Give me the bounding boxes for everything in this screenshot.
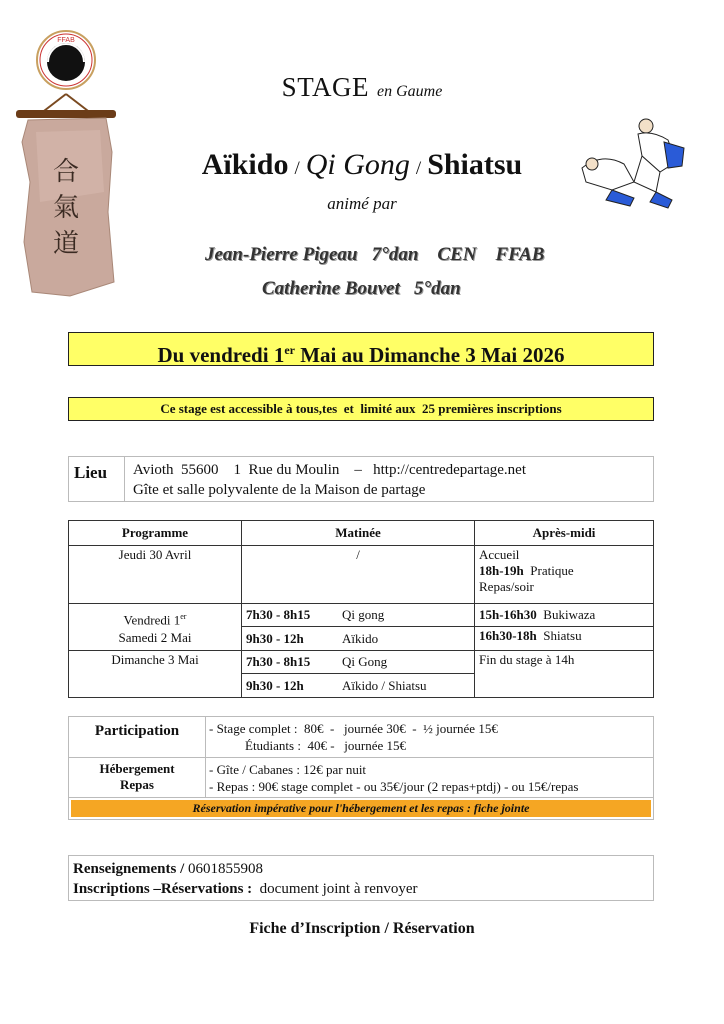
day-cell (69, 604, 242, 651)
stage-region: en Gaume (377, 83, 443, 100)
svg-text:氣: 氣 (52, 193, 80, 222)
day-cell: Jeudi 30 Avril (69, 546, 242, 604)
discipline-shiatsu: Shiatsu (427, 148, 523, 181)
session-line: 9h30 - 12h Aïkido / Shiatsu (246, 678, 427, 693)
afternoon-cell (475, 546, 654, 604)
date-suffix: Mai au Dimanche 3 Mai 2026 (294, 343, 565, 367)
location-venue: Gîte et salle polyvalente de la Maison de partage (133, 482, 426, 498)
afternoon-line: Repas/soir (479, 579, 534, 594)
afternoon-cell: Fin du stage à 14h (475, 651, 654, 698)
participation-label: Participation (94, 723, 180, 739)
meals-line: - Repas : 90€ stage complet - ou 35€/jour (2 repas+ptdj) - ou 15€/repas (209, 779, 579, 794)
header-matinee: Matinée (242, 521, 475, 546)
morning-cell: / (242, 546, 475, 604)
anime-par-text: animé par (327, 194, 397, 213)
access-banner: Ce stage est accessible à tous,tes et limité aux 25 premières inscriptions (68, 397, 654, 421)
time-label: 18h-19h (479, 563, 524, 578)
accommodation-label: Hébergement Repas (99, 761, 175, 792)
date-sup: er (284, 343, 295, 357)
contact-box (68, 855, 654, 901)
header-apres-midi: Après-midi (475, 521, 654, 546)
stage-title (0, 72, 724, 103)
reservation-banner: Réservation impérative pour l'hébergement et les repas : fiche jointe (71, 800, 651, 817)
afternoon-cell (475, 604, 654, 651)
date-prefix: Du vendredi 1 (157, 343, 285, 367)
separator: / (415, 158, 422, 179)
discipline-aikido: Aïkido (201, 148, 289, 181)
price-line: Étudiants : 40€ - journée 15€ (245, 738, 407, 753)
location-label: Lieu (69, 457, 125, 501)
table-row (69, 651, 654, 698)
day-label: Vendredi 1er (123, 612, 187, 628)
table-header-row (69, 521, 654, 546)
session-line: 15h-16h30 Bukiwaza (475, 604, 653, 627)
activity-label: Pratique (523, 563, 574, 578)
teacher-1: Jean-Pierre Pigeau 7°dan CEN FFAB (205, 244, 545, 265)
date-banner (68, 332, 654, 366)
table-row (69, 604, 654, 651)
svg-text:合: 合 (52, 157, 80, 186)
afternoon-line: Accueil (479, 547, 520, 562)
morning-cell (242, 651, 475, 698)
location-address: Avioth 55600 1 Rue du Moulin – http://centredepartage.net (133, 462, 526, 478)
day-cell: Dimanche 3 Mai (69, 651, 242, 698)
fiche-title: Fiche d’Inscription / Réservation (249, 920, 475, 937)
participation-box (68, 716, 654, 820)
separator: / (294, 158, 300, 179)
session-line: 7h30 - 8h15 Qi gong (242, 604, 474, 627)
svg-text:道: 道 (52, 229, 80, 258)
accommodation-line: - Gîte / Cabanes : 12€ par nuit (209, 762, 367, 777)
afternoon-line (479, 563, 649, 579)
discipline-qigong: Qi Gong (305, 148, 410, 181)
contact-line: Renseignements / 0601855908 (73, 861, 263, 877)
table-row (69, 546, 654, 604)
stage-heading: STAGE (281, 72, 370, 102)
contact-line: Inscriptions –Réservations : document joint à renvoyer (73, 881, 418, 897)
session-line: 7h30 - 8h15 Qi Gong (242, 651, 474, 674)
session-line: 9h30 - 12h Aïkido (246, 631, 379, 646)
logo-text: FFAB (57, 37, 75, 44)
morning-cell (242, 604, 475, 651)
teacher-2: Catherine Bouvet 5°dan (262, 278, 461, 299)
disciplines-title (0, 148, 724, 182)
day-label: Samedi 2 Mai (118, 630, 192, 646)
session-line: 16h30-18h Shiatsu (479, 628, 582, 643)
location-box (68, 456, 654, 502)
header-programme: Programme (69, 521, 242, 546)
programme-table (68, 520, 654, 698)
price-line: - Stage complet : 80€ - journée 30€ - ½ journée 15€ (209, 721, 498, 736)
